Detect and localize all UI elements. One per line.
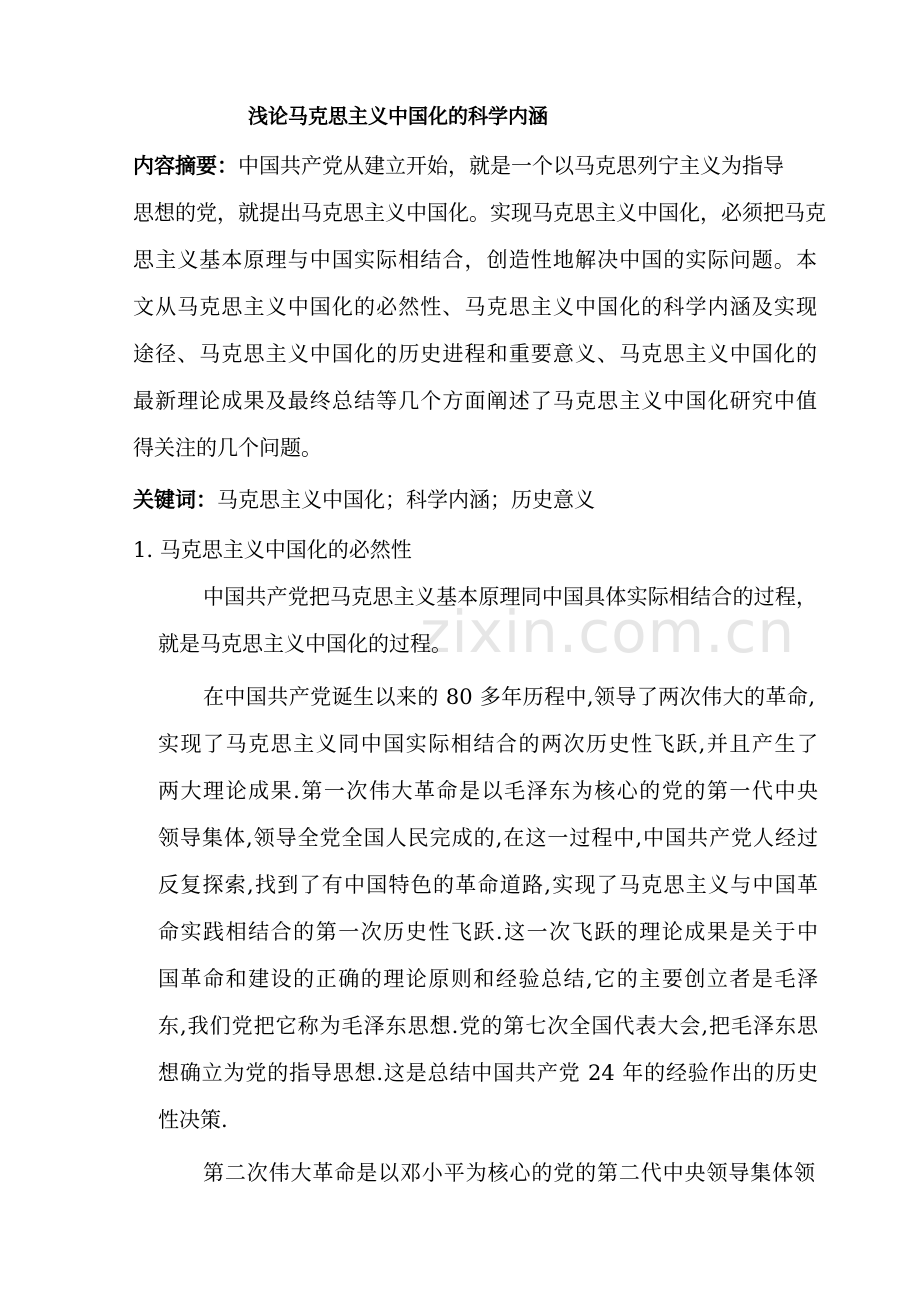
abstract-line: 思主义基本原理与中国实际相结合，创造性地解决中国的实际问题。本 — [133, 248, 817, 272]
document-title: 浅论马克思主义中国化的科学内涵 — [248, 104, 548, 128]
abstract-line: 思想的党，就提出马克思主义中国化。实现马克思主义中国化，必须把马克 — [133, 201, 826, 225]
paragraph-line: 在中国共产党诞生以来的 80 多年历程中,领导了两次伟大的革命, — [203, 685, 815, 709]
paragraph-line: 想确立为党的指导思想.这是总结中国共产党 24 年的经验作出的历史 — [158, 1061, 818, 1085]
abstract-label: 内容摘要： — [133, 153, 238, 178]
paragraph-line: 就是马克思主义中国化的过程。 — [158, 632, 452, 656]
section-heading: 1. 马克思主义中国化的必然性 — [133, 538, 412, 562]
paragraph-line: 命实践相结合的第一次历史性飞跃.这一次飞跃的理论成果是关于中 — [158, 920, 818, 944]
abstract-line: 得关注的几个问题。 — [133, 436, 322, 460]
paragraph-line: 国革命和建设的正确的理论原则和经验总结,它的主要创立者是毛泽 — [158, 967, 818, 991]
abstract-first-line — [133, 150, 784, 180]
paragraph-line: 反复探索,找到了有中国特色的革命道路,实现了马克思主义与中国革 — [158, 873, 818, 897]
keywords-label: 关键词： — [133, 487, 217, 512]
paragraph-line: 实现了马克思主义同中国实际相结合的两次历史性飞跃,并且产生了 — [158, 732, 818, 756]
paragraph-line: 性决策. — [158, 1108, 228, 1132]
paragraph-line: 两大理论成果.第一次伟大革命是以毛泽东为核心的党的第一代中央 — [158, 779, 818, 803]
keywords-text: 马克思主义中国化；科学内涵；历史意义 — [217, 488, 595, 512]
abstract-line: 最新理论成果及最终总结等几个方面阐述了马克思主义中国化研究中值 — [133, 389, 817, 413]
abstract-line: 文从马克思主义中国化的必然性、马克思主义中国化的科学内涵及实现 — [133, 295, 817, 319]
abstract-line: 途径、马克思主义中国化的历史进程和重要意义、马克思主义中国化的 — [133, 342, 817, 366]
paragraph-line: 东,我们党把它称为毛泽东思想.党的第七次全国代表大会,把毛泽东思 — [158, 1014, 818, 1038]
keywords-line — [133, 484, 595, 514]
paragraph-line: 第二次伟大革命是以邓小平为核心的党的第二代中央领导集体领 — [203, 1161, 815, 1185]
paragraph-line: 中国共产党把马克思主义基本原理同中国具体实际相结合的过程， — [203, 585, 817, 609]
abstract-line: 中国共产党从建立开始，就是一个以马克思列宁主义为指导 — [238, 154, 784, 178]
paragraph-line: 领导集体,领导全党全国人民完成的,在这一过程中,中国共产党人经过 — [158, 826, 818, 850]
watermark: zixin.com.cn — [420, 598, 796, 666]
